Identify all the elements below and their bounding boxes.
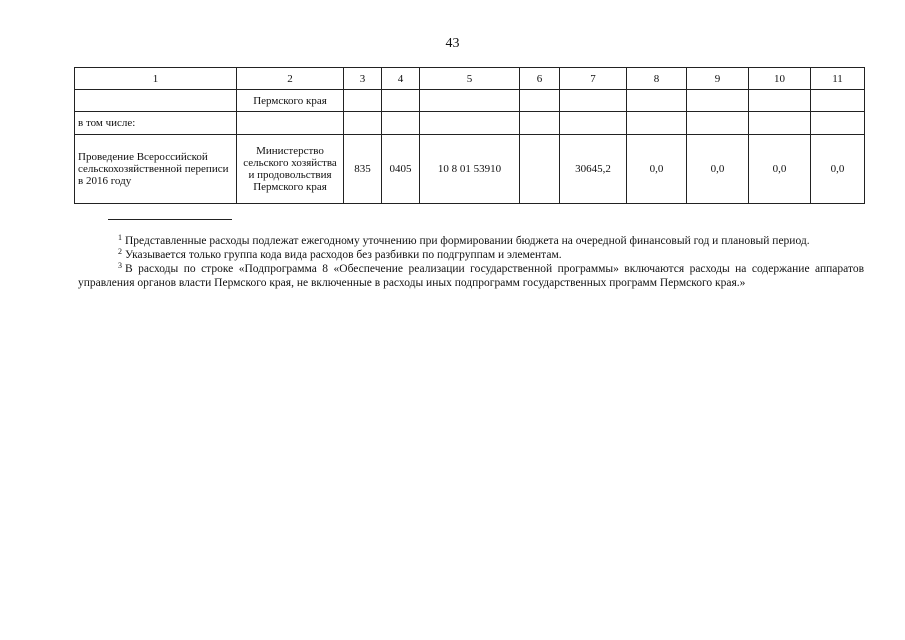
table-cell [237, 112, 344, 135]
value-cell-8: 0,0 [627, 135, 687, 204]
table-row [75, 135, 865, 204]
footnote-text: Представленные расходы подлежат ежегодному уточнению при формировании бюджета на очередной финансовый год и плановый период. [125, 235, 810, 247]
table-cell [811, 90, 865, 112]
table-cell [627, 112, 687, 135]
measure-name-cell: Проведение Всероссийской сельскохозяйственной переписи в 2016 году [75, 135, 237, 204]
footnotes [78, 234, 864, 290]
table-cell [560, 90, 627, 112]
column-header-6: 6 [520, 68, 560, 90]
column-header-10: 10 [749, 68, 811, 90]
value-cell-11: 0,0 [811, 135, 865, 204]
vr-cell [520, 135, 560, 204]
footnote-text: Указывается только группа кода вида расходов без разбивки по подгруппам и элементам. [125, 249, 562, 261]
footnote [78, 248, 864, 262]
rzpr-cell: 0405 [382, 135, 420, 204]
table-cell [687, 112, 749, 135]
column-header-8: 8 [627, 68, 687, 90]
value-cell-10: 0,0 [749, 135, 811, 204]
footnote [78, 262, 864, 290]
column-header-2: 2 [237, 68, 344, 90]
table-cell [420, 112, 520, 135]
table-cell [382, 112, 420, 135]
executor-cell: Пермского края [237, 90, 344, 112]
csr-cell: 10 8 01 53910 [420, 135, 520, 204]
table-cell [382, 90, 420, 112]
amount-cell: 30645,2 [560, 135, 627, 204]
table-cell [520, 112, 560, 135]
table-cell [749, 112, 811, 135]
table-cell [344, 112, 382, 135]
table-cell [749, 90, 811, 112]
table-cell [627, 90, 687, 112]
column-header-7: 7 [560, 68, 627, 90]
table-cell [75, 90, 237, 112]
footnote-mark: 3 [118, 261, 122, 270]
table-cell [811, 112, 865, 135]
table-row [75, 112, 865, 135]
table-cell [420, 90, 520, 112]
table-cell [520, 90, 560, 112]
table-cell [687, 90, 749, 112]
budget-table [74, 67, 865, 204]
column-header-9: 9 [687, 68, 749, 90]
column-header-3: 3 [344, 68, 382, 90]
page-number: 43 [445, 36, 460, 51]
column-header-1: 1 [75, 68, 237, 90]
footnote-separator [108, 219, 232, 220]
footnote [78, 234, 864, 248]
table-cell [344, 90, 382, 112]
table-header-row [75, 68, 865, 90]
column-header-4: 4 [382, 68, 420, 90]
including-label: в том числе: [75, 112, 237, 135]
table-cell [560, 112, 627, 135]
value-cell-9: 0,0 [687, 135, 749, 204]
footnote-mark: 2 [118, 247, 122, 256]
footnote-text: В расходы по строке «Подпрограмма 8 «Обеспечение реализации государственной программы» включаются расходы на содержание аппаратов управления органов власти Пермского края, не включенные в расходы иных подпрограмм государственных программ Пермского края.» [78, 263, 864, 289]
executor-cell: Министерство сельского хозяйства и продовольствия Пермского края [237, 135, 344, 204]
column-header-11: 11 [811, 68, 865, 90]
grbs-cell: 835 [344, 135, 382, 204]
table-row [75, 90, 865, 112]
footnote-mark: 1 [118, 233, 122, 242]
column-header-5: 5 [420, 68, 520, 90]
